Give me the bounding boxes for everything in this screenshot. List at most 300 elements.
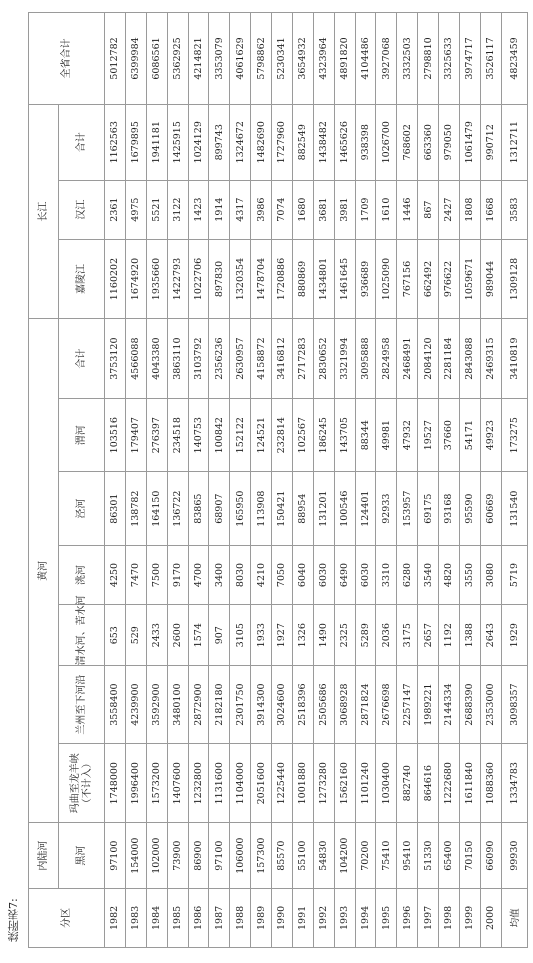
table-cell: 2257147 [397,666,418,744]
table-cell: 2872900 [188,666,209,744]
table-cell: 3400 [209,545,230,604]
table-cell: 1465626 [334,105,355,181]
table-cell: 3974717 [459,13,480,105]
table-cell: 6280 [397,545,418,604]
table-row [418,13,439,948]
table-cell: 86301 [105,472,126,545]
table-cell: 95590 [459,472,480,545]
table-cell: 4061629 [230,13,251,105]
table-cell: 1320354 [230,239,251,319]
table-cell: 2824958 [376,319,397,399]
table-cell: 186245 [313,398,334,471]
table-cell: 1232800 [188,743,209,823]
table-cell: 3480100 [167,666,188,744]
table-cell: 3175 [397,605,418,666]
table-cell: 19527 [418,398,439,471]
table-cell: 97100 [105,823,126,888]
table-cell: 1748000 [105,743,126,823]
table-cell: 1324672 [230,105,251,181]
table-cell: 936689 [355,239,376,319]
table-cell: 7500 [146,545,167,604]
table-cell: 1933 [251,605,272,666]
table-cell: 2361 [105,180,126,239]
table-cell: 768602 [397,105,418,181]
table-cell: 1088360 [480,743,501,823]
table-cell: 3914300 [251,666,272,744]
table-cell: 47932 [397,398,418,471]
table-cell: 54830 [313,823,334,888]
row-label: 1987 [209,888,230,947]
table-cell: 2505686 [313,666,334,744]
table-cell: 3095888 [355,319,376,399]
table-cell: 1709 [355,180,376,239]
table-cell: 140753 [188,398,209,471]
table-cell: 4820 [439,545,460,604]
table-cell: 1808 [459,180,480,239]
table-cell: 131201 [313,472,334,545]
table-cell: 1104000 [230,743,251,823]
table-cell: 767156 [397,239,418,319]
table-cell: 1162563 [105,105,126,181]
table-cell: 2036 [376,605,397,666]
table-cell: 663360 [418,105,439,181]
table-cell: 1674920 [125,239,146,319]
table-cell: 5012782 [105,13,126,105]
col-header: 泾河 [59,472,105,545]
table-cell: 2630957 [230,319,251,399]
table-cell: 3122 [167,180,188,239]
table-cell: 49923 [480,398,501,471]
row-label: 1985 [167,888,188,947]
table-cell: 124401 [355,472,376,545]
table-cell: 232814 [272,398,293,471]
table-cell: 1001880 [292,743,313,823]
table-cell: 2843088 [459,319,480,399]
table-cell: 4250 [105,545,126,604]
table-cell: 88954 [292,472,313,545]
table-cell: 88344 [355,398,376,471]
table-row [459,13,480,948]
table-cell: 3550 [459,545,480,604]
table-cell: 1610 [376,180,397,239]
table-cell: 1680 [292,180,313,239]
table-row [480,13,501,948]
table-cell: 2356236 [209,319,230,399]
table-cell: 138782 [125,472,146,545]
table-cell: 1929 [501,605,527,666]
table-cell: 85570 [272,823,293,888]
table-cell: 2301750 [230,666,251,744]
table-row [439,13,460,948]
header-row-2 [59,13,105,948]
table-cell: 3654932 [292,13,313,105]
table-cell: 976622 [439,239,460,319]
table-cell: 93168 [439,472,460,545]
table-cell: 103516 [105,398,126,471]
table-cell: 4239900 [125,666,146,744]
col-header: 嘉陵江 [59,239,105,319]
table-row [167,13,188,948]
table-cell: 4043380 [146,319,167,399]
table-cell: 1192 [439,605,460,666]
col-header: 清水河、苦水河 [59,605,105,666]
table-cell: 276397 [146,398,167,471]
table-cell: 1022706 [188,239,209,319]
table-cell: 2182180 [209,666,230,744]
header-yellow: 黄河 [29,319,59,823]
table-cell: 1941181 [146,105,167,181]
table-cell: 7050 [272,545,293,604]
table-cell: 3103792 [188,319,209,399]
row-label: 1988 [230,888,251,947]
table-cell: 179407 [125,398,146,471]
table-cell: 143705 [334,398,355,471]
table-cell: 3098357 [501,666,527,744]
table-cell: 6399984 [125,13,146,105]
table-cell: 92933 [376,472,397,545]
table-cell: 153957 [397,472,418,545]
table-cell: 3526117 [480,13,501,105]
table-cell: 4158872 [251,319,272,399]
table-cell: 3558400 [105,666,126,744]
table-cell: 1668 [480,180,501,239]
row-label: 1986 [188,888,209,947]
table-cell: 3592900 [146,666,167,744]
table-cell: 65400 [439,823,460,888]
table-row [105,13,126,948]
table-cell: 2281184 [439,319,460,399]
table-cell: 1273280 [313,743,334,823]
table-cell: 97100 [209,823,230,888]
table-cell: 95410 [397,823,418,888]
table-cell: 164150 [146,472,167,545]
table-cell: 5289 [355,605,376,666]
table-cell: 4891820 [334,13,355,105]
table-cell: 2871824 [355,666,376,744]
table-cell: 5230341 [272,13,293,105]
table-cell: 113908 [251,472,272,545]
table-cell: 989044 [480,239,501,319]
table-cell: 4700 [188,545,209,604]
table-cell: 60669 [480,472,501,545]
table-cell: 3321994 [334,319,355,399]
row-label: 1990 [272,888,293,947]
table-cell: 1679895 [125,105,146,181]
table-row [376,13,397,948]
table-cell: 102000 [146,823,167,888]
table-row [251,13,272,948]
table-cell: 5719 [501,545,527,604]
table-cell: 154000 [125,823,146,888]
table-cell: 124521 [251,398,272,471]
table-cell: 55100 [292,823,313,888]
table-cell: 100546 [334,472,355,545]
table-cell: 864616 [418,743,439,823]
table-cell: 1423 [188,180,209,239]
table-cell: 882549 [292,105,313,181]
data-table [28,12,528,948]
table-body [105,13,528,948]
table-cell: 1562160 [334,743,355,823]
col-header: 黑河 [59,823,105,888]
table-cell: 1478704 [251,239,272,319]
table-cell: 3981 [334,180,355,239]
row-label: 1997 [418,888,439,947]
table-cell: 2427 [439,180,460,239]
table-cell: 1030400 [376,743,397,823]
table-cell: 3583 [501,180,527,239]
table-cell: 1989221 [418,666,439,744]
table-cell: 131540 [501,472,527,545]
table-cell: 9170 [167,545,188,604]
table-cell: 1574 [188,605,209,666]
table-cell: 104200 [334,823,355,888]
table-row [209,13,230,948]
table-cell: 6490 [334,545,355,604]
table-cell: 867 [418,180,439,239]
table-cell: 3410819 [501,319,527,399]
table-cell: 70150 [459,823,480,888]
table-cell: 8030 [230,545,251,604]
col-header: 洮河 [59,545,105,604]
table-cell: 6040 [292,545,313,604]
table-row [230,13,251,948]
table-cell: 4214821 [188,13,209,105]
table-cell: 2433 [146,605,167,666]
table-cell: 3863110 [167,319,188,399]
table-cell: 157300 [251,823,272,888]
table-cell: 4566088 [125,319,146,399]
table-cell: 1101240 [355,743,376,823]
table-cell: 3068928 [334,666,355,744]
table-cell: 2830652 [313,319,334,399]
table-cell: 102567 [292,398,313,471]
table-cell: 1061479 [459,105,480,181]
header-inland: 内陆河 [29,823,59,888]
header-total: 全省合计 [29,13,105,105]
table-cell: 4317 [230,180,251,239]
table-cell: 1225440 [272,743,293,823]
table-cell: 69175 [418,472,439,545]
table-cell: 1312711 [501,105,527,181]
table-cell: 4323964 [313,13,334,105]
table-cell: 4210 [251,545,272,604]
table-cell: 3540 [418,545,439,604]
row-label: 1998 [439,888,460,947]
table-cell: 3416812 [272,319,293,399]
table-cell: 66090 [480,823,501,888]
table-cell: 3105 [230,605,251,666]
table-cell: 68907 [209,472,230,545]
table-cell: 1914 [209,180,230,239]
table-cell: 1026700 [376,105,397,181]
table-cell: 1422793 [167,239,188,319]
table-cell: 83865 [188,472,209,545]
table-cell: 1024129 [188,105,209,181]
table-cell: 1461645 [334,239,355,319]
table-cell: 1446 [397,180,418,239]
table-cell: 3986 [251,180,272,239]
table-cell: 979050 [439,105,460,181]
table-cell: 880869 [292,239,313,319]
table-row [146,13,167,948]
table-cell: 3927068 [376,13,397,105]
table-cell: 5521 [146,180,167,239]
table-cell: 1727960 [272,105,293,181]
table-cell: 2468491 [397,319,418,399]
table-cell: 990712 [480,105,501,181]
table-cell: 1611840 [459,743,480,823]
table-cell: 897830 [209,239,230,319]
table-cell: 2518396 [292,666,313,744]
table-row [355,13,376,948]
table-cell: 3024600 [272,666,293,744]
table-cell: 234518 [167,398,188,471]
table-cell: 1326 [292,605,313,666]
table-row [334,13,355,948]
table-cell: 2144334 [439,666,460,744]
table-row [188,13,209,948]
row-label: 1984 [146,888,167,947]
table-cell: 100842 [209,398,230,471]
table-row [125,13,146,948]
table-cell: 1438482 [313,105,334,181]
table-cell: 2657 [418,605,439,666]
table-cell: 2600 [167,605,188,666]
table-cell: 1025090 [376,239,397,319]
table-cell: 1407600 [167,743,188,823]
header-yangtze: 长江 [29,105,59,319]
header-region: 分区 [29,888,105,947]
table-cell: 899743 [209,105,230,181]
table-cell: 99930 [501,823,527,888]
table-cell: 529 [125,605,146,666]
row-label: 均值 [501,888,527,947]
table-cell: 73900 [167,823,188,888]
table-cell: 1935660 [146,239,167,319]
table-cell: 907 [209,605,230,666]
row-label: 1999 [459,888,480,947]
table-cell: 938398 [355,105,376,181]
table-cell: 1309128 [501,239,527,319]
table-cell: 106000 [230,823,251,888]
table-cell: 4975 [125,180,146,239]
table-cell: 2325 [334,605,355,666]
col-header: 兰州至下河沿 [59,666,105,744]
table-cell: 2084120 [418,319,439,399]
col-header: 渭河 [59,398,105,471]
rotated-table-container [28,12,528,948]
table-cell: 173275 [501,398,527,471]
row-label: 1989 [251,888,272,947]
table-cell: 1334783 [501,743,527,823]
table-cell: 3681 [313,180,334,239]
table-row [272,13,293,948]
table-cell: 1996400 [125,743,146,823]
col-header: 玛曲至龙羊峡（不计入） [59,743,105,823]
table-cell: 882740 [397,743,418,823]
table-cell: 54171 [459,398,480,471]
row-label: 1994 [355,888,376,947]
table-cell: 1131600 [209,743,230,823]
table-cell: 3753120 [105,319,126,399]
table-cell: 4104486 [355,13,376,105]
col-header: 合计 [59,105,105,181]
row-label: 1995 [376,888,397,947]
table-cell: 5798862 [251,13,272,105]
table-cell: 662492 [418,239,439,319]
table-cell: 1059671 [459,239,480,319]
table-cell: 5362925 [167,13,188,105]
table-cell: 1222680 [439,743,460,823]
table-cell: 165950 [230,472,251,545]
table-cell: 2688390 [459,666,480,744]
table-cell: 3080 [480,545,501,604]
table-cell: 70200 [355,823,376,888]
table-cell: 3332503 [397,13,418,105]
table-cell: 653 [105,605,126,666]
table-cell: 6030 [355,545,376,604]
table-cell: 2051600 [251,743,272,823]
table-cell: 51330 [418,823,439,888]
table-cell: 2469315 [480,319,501,399]
table-cell: 6086561 [146,13,167,105]
table-cell: 2353000 [480,666,501,744]
row-label: 1996 [397,888,418,947]
row-label: 1993 [334,888,355,947]
table-cell: 3353079 [209,13,230,105]
col-header: 合计 [59,319,105,399]
table-cell: 75410 [376,823,397,888]
row-label: 1983 [125,888,146,947]
table-cell: 1927 [272,605,293,666]
table-cell: 150421 [272,472,293,545]
row-label: 2000 [480,888,501,947]
table-cell: 1434801 [313,239,334,319]
row-label: 1982 [105,888,126,947]
row-label: 1992 [313,888,334,947]
table-cell: 2676698 [376,666,397,744]
row-label: 1991 [292,888,313,947]
table-row [313,13,334,948]
table-cell: 7074 [272,180,293,239]
table-row [501,13,527,948]
header-row-1 [29,13,59,948]
table-cell: 3310 [376,545,397,604]
table-cell: 2717283 [292,319,313,399]
table-cell: 1160202 [105,239,126,319]
table-cell: 1425915 [167,105,188,181]
table-caption: 续附表7: [7,898,20,942]
table-cell: 49981 [376,398,397,471]
table-cell: 1388 [459,605,480,666]
table-cell: 37660 [439,398,460,471]
table-cell: 1490 [313,605,334,666]
table-cell: 3325633 [439,13,460,105]
table-cell: 152122 [230,398,251,471]
table-cell: 1573200 [146,743,167,823]
table-cell: 1482690 [251,105,272,181]
table-cell: 1720886 [272,239,293,319]
table-row [397,13,418,948]
table-cell: 136722 [167,472,188,545]
table-cell: 86900 [188,823,209,888]
table-cell: 7470 [125,545,146,604]
table-cell: 6030 [313,545,334,604]
table-row [292,13,313,948]
table-cell: 2798810 [418,13,439,105]
table-cell: 4823459 [501,13,527,105]
